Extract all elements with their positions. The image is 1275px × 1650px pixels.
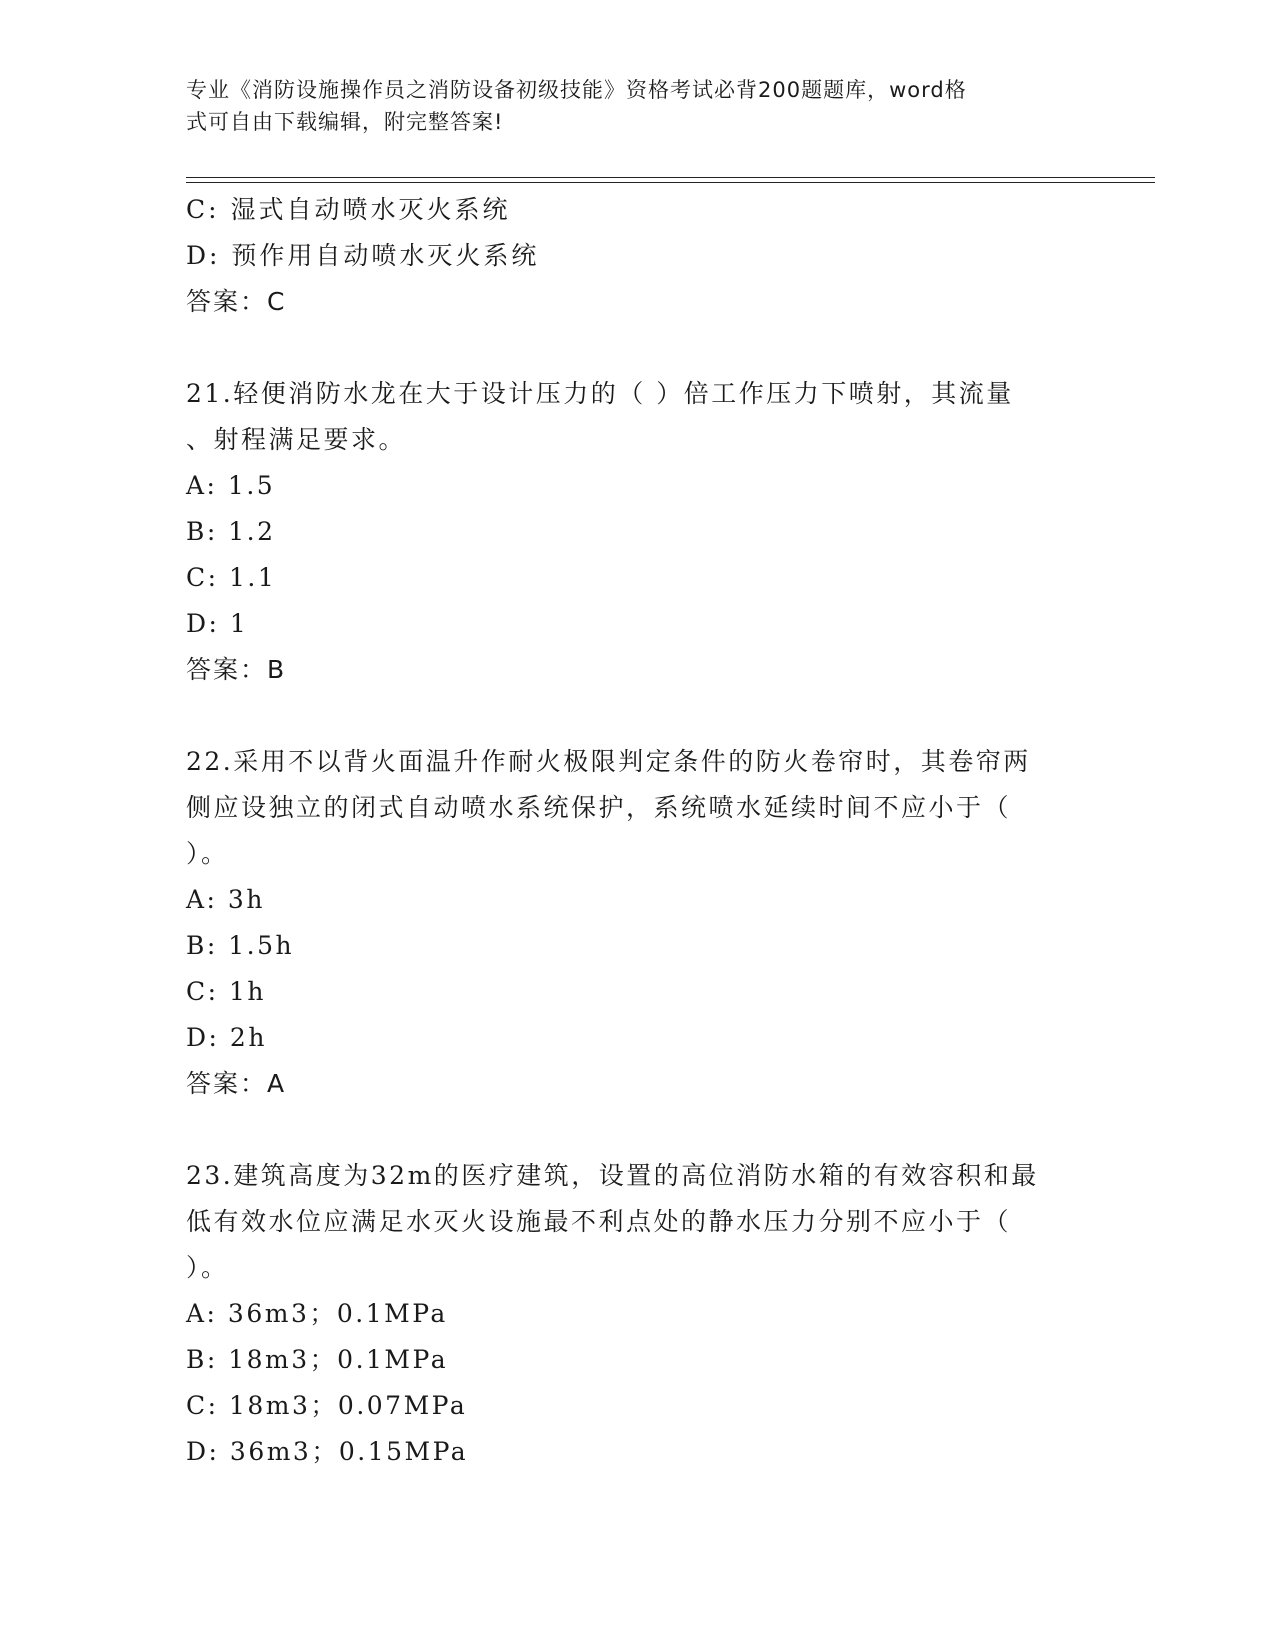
question-stem: 21.轻便消防水龙在大于设计压力的（ ）倍工作压力下喷射，其流量 — [186, 379, 1014, 408]
question-stem-continued: ）。 — [186, 1253, 229, 1282]
answer-line: 答案：B — [186, 655, 287, 684]
option-d: D: 1 — [186, 609, 249, 638]
header-title-line-1: 专业《消防设施操作员之消防设备初级技能》资格考试必背200题题库，word格 — [186, 78, 967, 102]
option-c: C: 1.1 — [186, 563, 277, 592]
option-a: A: 1.5 — [186, 471, 276, 500]
option-c: C: 18m3；0.07MPa — [186, 1391, 468, 1420]
option-c: C: 湿式自动喷水灭火系统 — [186, 195, 511, 224]
option-b: B: 18m3；0.1MPa — [186, 1345, 449, 1374]
option-a: A: 3h — [186, 885, 265, 914]
header-divider-bottom — [186, 182, 1155, 183]
option-c: C: 1h — [186, 977, 267, 1006]
question-21 — [186, 371, 1086, 693]
option-d: D: 预作用自动喷水灭火系统 — [186, 241, 540, 270]
question-stem-continued: 、射程满足要求。 — [186, 425, 407, 454]
question-20-tail — [186, 187, 1086, 325]
answer-line: 答案：C — [186, 287, 287, 316]
question-stem-continued: 低有效水位应满足水灭火设施最不利点处的静水压力分别不应小于（ — [186, 1207, 1012, 1236]
header-title-line-2: 式可自由下载编辑，附完整答案! — [186, 110, 504, 134]
question-22 — [186, 739, 1086, 1107]
option-a: A: 36m3；0.1MPa — [186, 1299, 448, 1328]
question-stem-continued: ）。 — [186, 839, 229, 868]
question-stem-continued: 侧应设独立的闭式自动喷水系统保护，系统喷水延续时间不应小于（ — [186, 793, 1012, 822]
question-list — [186, 187, 1086, 1475]
answer-line: 答案：A — [186, 1069, 287, 1098]
question-stem: 23.建筑高度为32m的医疗建筑，设置的高位消防水箱的有效容积和最 — [186, 1161, 1039, 1190]
document-header — [186, 74, 1066, 138]
option-b: B: 1.2 — [186, 517, 276, 546]
question-23 — [186, 1153, 1086, 1475]
option-d: D: 2h — [186, 1023, 267, 1052]
option-b: B: 1.5h — [186, 931, 295, 960]
question-stem: 22.采用不以背火面温升作耐火极限判定条件的防火卷帘时，其卷帘两 — [186, 747, 1031, 776]
option-d: D: 36m3；0.15MPa — [186, 1437, 469, 1466]
header-divider-top — [186, 177, 1155, 178]
